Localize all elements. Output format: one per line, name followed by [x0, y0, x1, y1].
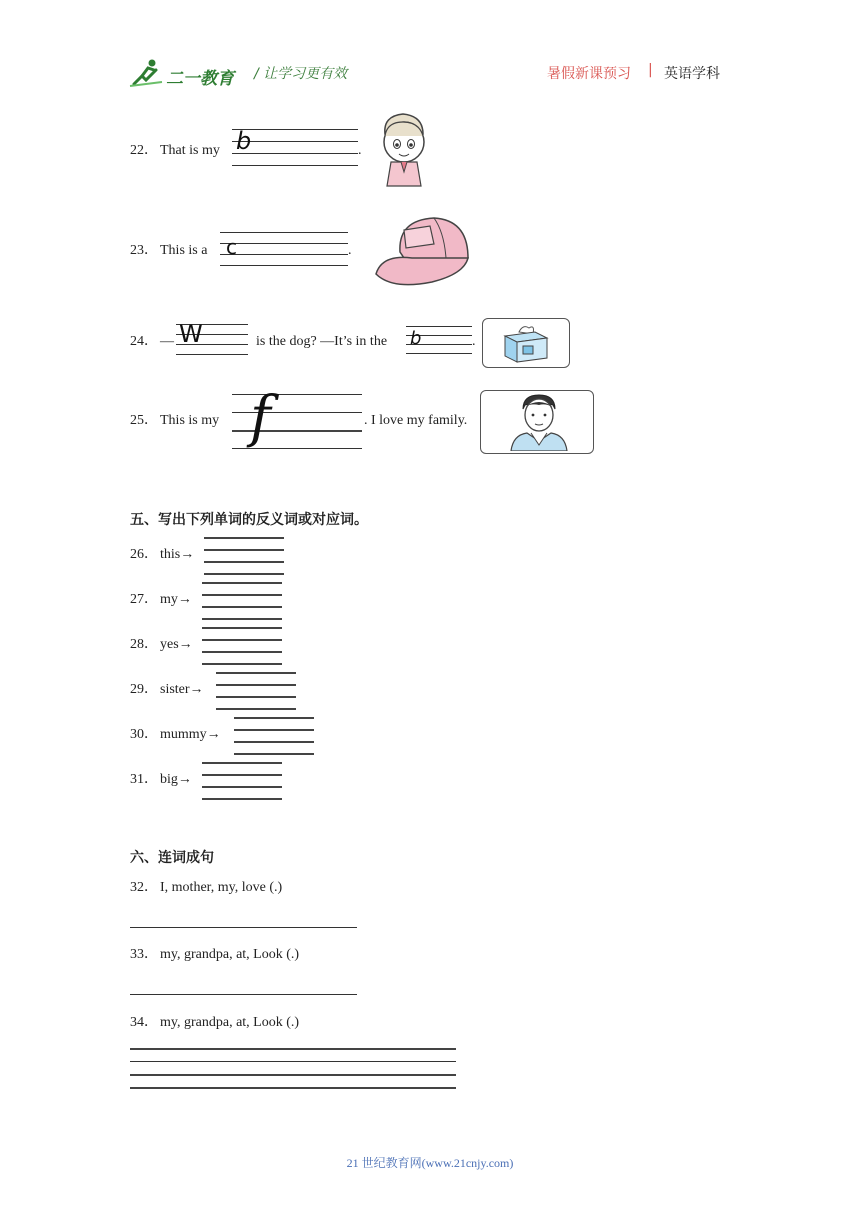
dog-in-box-picture-icon	[501, 322, 551, 364]
question-25	[130, 385, 600, 458]
question-26	[130, 535, 430, 580]
hint-letter: b	[236, 127, 252, 155]
question-number: 26．	[130, 547, 158, 562]
word: my→	[160, 592, 192, 607]
question-27	[130, 580, 430, 625]
boy-picture-icon	[373, 110, 433, 190]
man-picture-icon	[505, 393, 571, 451]
question-number: 30．	[130, 727, 158, 742]
writing-lines[interactable]	[220, 232, 348, 266]
answer-lines[interactable]	[204, 537, 284, 577]
answer-line-33[interactable]	[130, 994, 357, 995]
slogan: / 让学习更有效	[254, 66, 348, 82]
question-30	[130, 715, 430, 760]
punctuation: .	[472, 334, 476, 349]
question-number: 27．	[130, 592, 158, 607]
question-text: That is my	[160, 143, 220, 158]
section-5-title: 五、写出下列单词的反义词或对应词。	[130, 512, 368, 528]
question-34-words: my, grandpa, at, Look (.)	[160, 1015, 300, 1030]
answer-lines[interactable]	[216, 672, 296, 712]
question-text: This is a	[160, 243, 208, 258]
answer-lines[interactable]	[202, 582, 282, 622]
word: big→	[160, 772, 192, 787]
question-number: 28．	[130, 637, 158, 652]
question-text-after: . I love my family.	[364, 413, 468, 428]
answer-lines[interactable]	[202, 762, 282, 802]
writing-lines[interactable]	[176, 320, 248, 354]
question-number: 25．	[130, 413, 158, 428]
dog-in-box-picture-frame	[482, 318, 570, 368]
cap-picture-icon	[372, 212, 472, 292]
question-31	[130, 760, 430, 805]
question-32-words: I, mother, my, love (.)	[160, 880, 283, 895]
hint-letter: W	[179, 320, 203, 348]
subject-label: 英语学科	[664, 66, 720, 82]
word: mummy→	[160, 727, 221, 742]
header-separator: |	[648, 62, 653, 78]
punctuation: .	[358, 143, 362, 158]
footer	[0, 1154, 860, 1172]
section-6-title: 六、连词成句	[130, 850, 214, 866]
question-24	[130, 318, 590, 370]
question-23	[130, 212, 530, 292]
question-28	[130, 625, 430, 670]
answer-lines[interactable]	[234, 717, 314, 757]
question-34-number: 34．	[130, 1015, 158, 1030]
man-picture-frame	[480, 390, 594, 454]
question-number: 31．	[130, 772, 158, 787]
question-33-number: 33．	[130, 947, 158, 962]
word: this→	[160, 547, 195, 562]
question-29	[130, 670, 430, 715]
question-number: 24．	[130, 334, 158, 349]
question-number: 23．	[130, 243, 158, 258]
course-label: 暑假新课预习	[547, 66, 631, 82]
header	[0, 0, 860, 100]
question-32-number: 32．	[130, 880, 158, 895]
word: yes→	[160, 637, 193, 652]
question-number: 29．	[130, 682, 158, 697]
writing-lines-2[interactable]	[406, 326, 472, 354]
question-number: 22．	[130, 143, 158, 158]
hint-letter: b	[410, 328, 422, 349]
answer-lines[interactable]	[202, 627, 282, 667]
writing-lines[interactable]	[232, 129, 358, 165]
question-22	[130, 110, 530, 190]
question-33-words: my, grandpa, at, Look (.)	[160, 947, 300, 962]
answer-line-32[interactable]	[130, 927, 357, 928]
hint-letter: f	[250, 385, 271, 450]
hint-letter: c	[226, 235, 237, 259]
footer-text[interactable]: 21 世纪教育网(www.21cnjy.com)	[346, 1156, 514, 1170]
answer-lines-34[interactable]	[130, 1048, 456, 1090]
question-text: is the dog? —It’s in the	[256, 334, 388, 349]
logo-text: 二一教育	[166, 69, 234, 89]
writing-lines[interactable]	[232, 385, 362, 450]
punctuation: .	[348, 243, 352, 258]
word: sister→	[160, 682, 204, 697]
question-text: This is my	[160, 413, 220, 428]
runner-logo-icon	[128, 58, 164, 88]
dash: —	[160, 334, 174, 349]
